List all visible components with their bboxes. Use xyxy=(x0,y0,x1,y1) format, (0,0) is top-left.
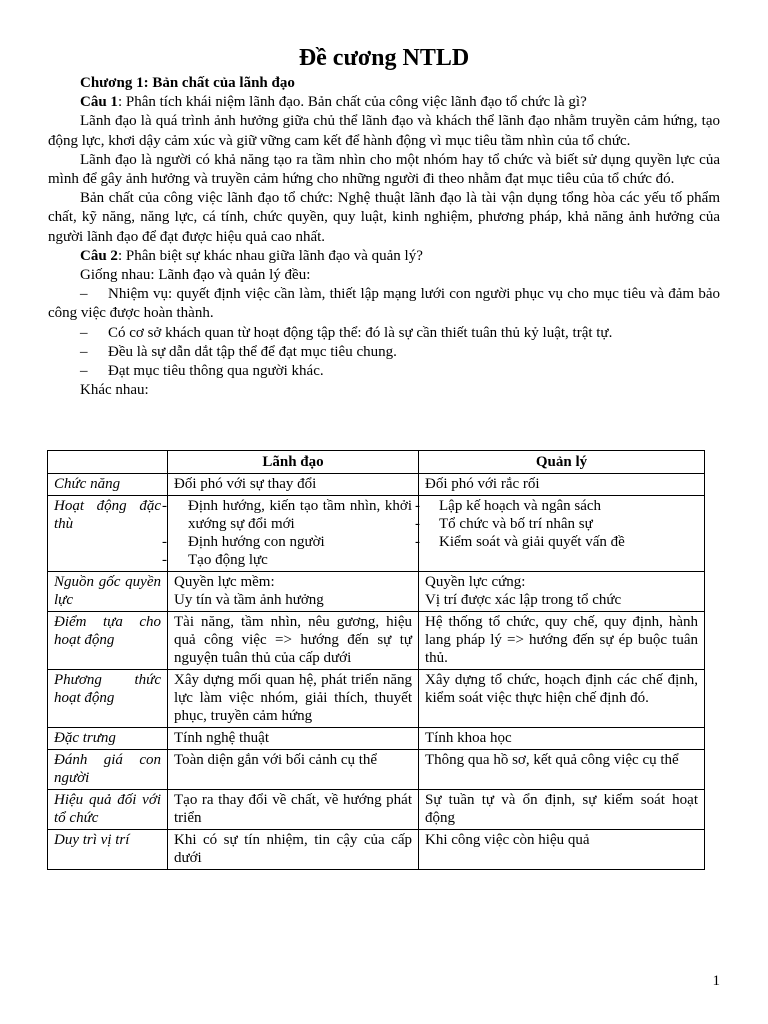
cell-line: Quyền lực cứng: xyxy=(425,574,526,590)
bullet-dash: – xyxy=(80,324,88,341)
table-header-empty xyxy=(48,451,168,474)
comparison-table xyxy=(47,450,705,870)
question-1-text: : Phân tích khái niệm lãnh đạo. Bản chất của công việc lãnh đạo tổ chức là gì? xyxy=(117,94,587,111)
cell-lead xyxy=(168,750,419,790)
table-row xyxy=(48,670,705,728)
cell-lead xyxy=(168,830,419,870)
document-title: Đề cương NTLD xyxy=(298,45,470,71)
cell-lead xyxy=(168,496,419,572)
table-row xyxy=(48,474,705,496)
cell-line: Thông qua hồ sơ, kết quả công việc cụ thể xyxy=(425,752,679,768)
cell-list-item: - Định hướng, kiến tạo tầm nhìn, khởi xướng sự đổi mới xyxy=(174,497,412,533)
similarity-item-text: Đều là sự dẫn dắt tập thể để đạt mục tiêu chung. xyxy=(108,343,397,360)
cell-manage xyxy=(419,572,705,612)
paragraph-3: Bản chất của công việc lãnh đạo tổ chức: Nghệ thuật lãnh đạo là tài vận dụng tổng hòa các yếu tố phẩm chất, kỹ năng, năng lực, cá tính, chức quyền, quy luật, kinh nghiệm, phương pháp, khả năng ảnh hưởng của người lãnh đạo để đạt được hiệu quả cao nhất. xyxy=(48,190,720,245)
cell-line: Tính nghệ thuật xyxy=(174,730,269,746)
cell-manage xyxy=(419,830,705,870)
table-header-lead: Lãnh đạo xyxy=(168,451,419,474)
cell-line: Khi công việc còn hiệu quả xyxy=(425,832,590,848)
table-row xyxy=(48,750,705,790)
cell-line: Đối phó với rắc rối xyxy=(425,476,540,492)
paragraph-1: Lãnh đạo là quá trình ảnh hưởng giữa chủ thể lãnh đạo và khách thể lãnh đạo nhằm truyền cảm hứng, tạo động lực, khơi dậy cảm xúc và giữ vững cam kết để hành động vì mục tiêu tầm nhìn của tổ chức. xyxy=(48,113,720,149)
cell-list-item: - Định hướng con người xyxy=(174,533,412,551)
similarity-item-text: Đạt mục tiêu thông qua người khác. xyxy=(108,363,324,380)
cell-lead xyxy=(168,612,419,670)
document-body xyxy=(48,74,720,400)
table-row xyxy=(48,728,705,750)
cell-line: Uy tín và tầm ảnh hưởng xyxy=(174,592,324,608)
table-row xyxy=(48,572,705,612)
cell-manage xyxy=(419,728,705,750)
bullet-dash: – xyxy=(80,363,88,380)
row-label: Hiệu quả đối với tổ chức xyxy=(48,790,168,830)
cell-line: Xây dựng mối quan hệ, phát triển năng lực làm việc nhóm, giải thích, thuyết phục, truyền cảm hứng xyxy=(174,672,412,724)
similarity-item xyxy=(48,285,720,323)
row-label: Đánh giá con người xyxy=(48,750,168,790)
bullet-dash: – xyxy=(80,286,88,303)
table-header-row xyxy=(48,451,705,474)
cell-line: Tính khoa học xyxy=(425,730,512,746)
row-label: Chức năng xyxy=(48,474,168,496)
cell-list-item: - Lập kế hoạch và ngân sách xyxy=(425,497,698,515)
cell-line: Vị trí được xác lập trong tổ chức xyxy=(425,592,622,608)
question-1-label: Câu 1 xyxy=(80,94,118,111)
cell-line: Sự tuần tự và ổn định, sự kiểm soát hoạt động xyxy=(425,792,698,826)
cell-list-item: - Tạo động lực xyxy=(174,551,412,569)
cell-line: Quyền lực mềm: xyxy=(174,574,275,590)
similarity-item-text: Nhiệm vụ: quyết định việc cần làm, thiết lập mạng lưới con người phục vụ cho mục tiêu và đảm bảo công việc được hoàn thành. xyxy=(48,286,720,322)
cell-line: Đối phó với sự thay đổi xyxy=(174,476,317,492)
similarity-item xyxy=(48,324,720,343)
cell-line: Tạo ra thay đổi về chất, về hướng phát triển xyxy=(174,792,412,826)
cell-line: Khi có sự tín nhiệm, tin cậy của cấp dưới xyxy=(174,832,412,866)
cell-lead xyxy=(168,790,419,830)
similarity-item xyxy=(48,343,720,362)
cell-lead xyxy=(168,670,419,728)
question-2-label: Câu 2 xyxy=(80,247,118,264)
cell-lead xyxy=(168,728,419,750)
row-label: Hoạt động đặc thù xyxy=(48,496,168,572)
cell-manage xyxy=(419,496,705,572)
cell-manage xyxy=(419,612,705,670)
row-label: Duy trì vị trí xyxy=(48,830,168,870)
table-row xyxy=(48,790,705,830)
cell-line: Hệ thống tổ chức, quy chế, quy định, hành lang pháp lý => hướng đến sự ép buộc tuân thủ. xyxy=(425,614,698,666)
row-label: Phương thức hoạt động xyxy=(48,670,168,728)
cell-list-item: - Tổ chức và bố trí nhân sự xyxy=(425,515,698,533)
row-label: Đặc trưng xyxy=(48,728,168,750)
chapter-heading: Chương 1: Bản chất của lãnh đạo xyxy=(80,75,295,91)
bullet-dash: – xyxy=(80,343,88,360)
cell-line: Xây dựng tổ chức, hoạch định các chế định, kiểm soát việc thực hiện chế định đó. xyxy=(425,672,698,706)
similarities-heading: Giống nhau: Lãnh đạo và quản lý đều: xyxy=(80,267,311,284)
paragraph-2: Lãnh đạo là người có khả năng tạo ra tầm nhìn cho một nhóm hay tổ chức và biết sử dụng quyền lực của mình để gây ảnh hưởng và truyền cảm hứng cho những người đi theo nhằm đạt mục tiêu của tổ chức đó. xyxy=(48,151,720,188)
cell-manage xyxy=(419,670,705,728)
table-row xyxy=(48,830,705,870)
table-header-manage: Quản lý xyxy=(419,451,705,474)
question-1 xyxy=(48,93,720,112)
cell-manage xyxy=(419,750,705,790)
question-2 xyxy=(48,247,720,266)
question-2-text: : Phân biệt sự khác nhau giữa lãnh đạo và quản lý? xyxy=(117,247,423,264)
cell-line: Tài năng, tầm nhìn, nêu gương, hiệu quả công việc => hướng đến sự tự nguyện tuân thủ của cấp dưới xyxy=(174,614,412,666)
cell-lead xyxy=(168,572,419,612)
table-row xyxy=(48,496,705,572)
page-number: 1 xyxy=(712,973,720,989)
cell-lead xyxy=(168,474,419,496)
similarity-item-text: Có cơ sở khách quan từ hoạt động tập thể: đó là sự cần thiết tuân thủ kỷ luật, trật tự. xyxy=(108,324,613,341)
row-label: Nguồn gốc quyền lực xyxy=(48,572,168,612)
table-row xyxy=(48,612,705,670)
cell-manage xyxy=(419,474,705,496)
similarity-item xyxy=(48,362,720,381)
cell-manage xyxy=(419,790,705,830)
similarities-list xyxy=(48,285,720,381)
differences-heading: Khác nhau: xyxy=(80,382,149,399)
cell-list-item: - Kiểm soát và giải quyết vấn đề xyxy=(425,533,698,551)
row-label: Điểm tựa cho hoạt động xyxy=(48,612,168,670)
cell-line: Toàn diện gắn với bối cảnh cụ thể xyxy=(174,752,378,768)
